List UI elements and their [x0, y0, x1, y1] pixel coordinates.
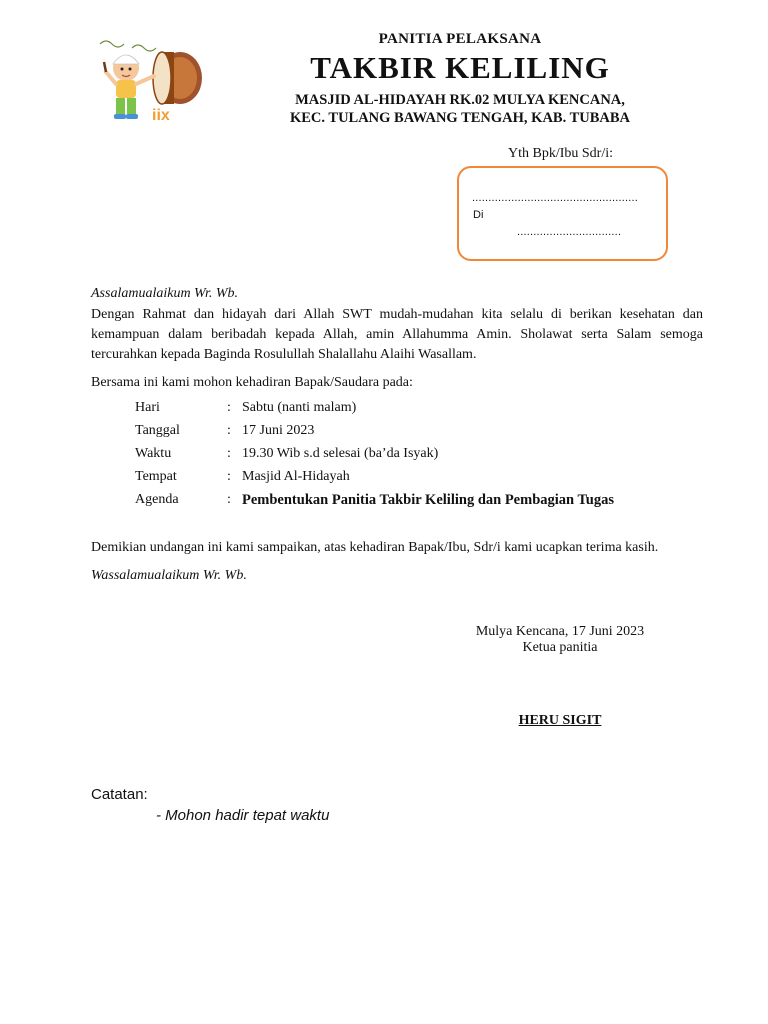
closing-salam: Wassalamualaikum Wr. Wb.: [91, 568, 247, 583]
recipient-place-blank: ................................: [517, 226, 622, 238]
signature-role: Ketua panitia: [522, 640, 598, 655]
detail-colon: :: [227, 400, 231, 415]
notes-item: - Mohon hadir tepat waktu: [156, 807, 330, 824]
detail-colon: :: [227, 492, 231, 507]
logo-caption: iix: [152, 107, 170, 124]
header-subtitle: PANITIA PELAKSANA: [378, 31, 542, 47]
detail-value: Sabtu (nanti malam): [242, 400, 357, 415]
detail-colon: :: [227, 469, 231, 484]
signature-name: HERU SIGIT: [518, 713, 602, 728]
invitation-paragraph: Bersama ini kami mohon kehadiran Bapak/Saudara pada:: [91, 375, 413, 390]
recipient-address-box: [457, 166, 668, 261]
detail-value: Pembentukan Panitia Takbir Keliling dan Pembagian Tugas: [242, 492, 615, 508]
recipient-greeting: Yth Bpk/Ibu Sdr/i:: [508, 146, 614, 161]
recipient-name-blank: ...................................................: [472, 192, 639, 204]
detail-value: Masjid Al-Hidayah: [242, 469, 350, 484]
detail-value: 19.30 Wib s.d selesai (ba’da Isyak): [242, 446, 439, 461]
detail-label: Agenda: [135, 492, 179, 507]
closing-paragraph: Demikian undangan ini kami sampaikan, atas kehadiran Bapak/Ibu, Sdr/i kami ucapkan terima kasih.: [91, 540, 659, 555]
detail-label: Tempat: [135, 469, 177, 484]
header-address-line2: KEC. TULANG BAWANG TENGAH, KAB. TUBABA: [289, 110, 630, 126]
opening-paragraph: Dengan Rahmat dan hidayah dari Allah SWT mudah-mudahan kita selalu di berikan kesehatan dan kemampuan dalam beribadah kepada Allah, amin Allahumma Amin. Sholawat serta Salam semoga tercurahkan kepada Baginda Rosulullah Shalallahu Alaihi Wasallam.: [91, 307, 703, 362]
signature-place-date: Mulya Kencana, 17 Juni 2023: [475, 624, 645, 639]
detail-label: Waktu: [135, 446, 172, 461]
header-address-line1: MASJID AL-HIDAYAH RK.02 MULYA KENCANA,: [295, 92, 625, 108]
signature-block: [430, 624, 690, 656]
detail-colon: :: [227, 446, 231, 461]
header-address: [250, 91, 670, 127]
notes-label: Catatan:: [91, 786, 148, 803]
opening-salam: Assalamualaikum Wr. Wb.: [91, 286, 238, 301]
recipient-di-label: Di: [473, 209, 484, 221]
header-title: TAKBIR KELILING: [310, 50, 610, 85]
detail-label: Tanggal: [135, 423, 180, 438]
takbir-drum-boy-logo: [92, 28, 204, 126]
detail-label: Hari: [135, 400, 160, 415]
detail-value: 17 Juni 2023: [242, 423, 315, 438]
detail-colon: :: [227, 423, 231, 438]
